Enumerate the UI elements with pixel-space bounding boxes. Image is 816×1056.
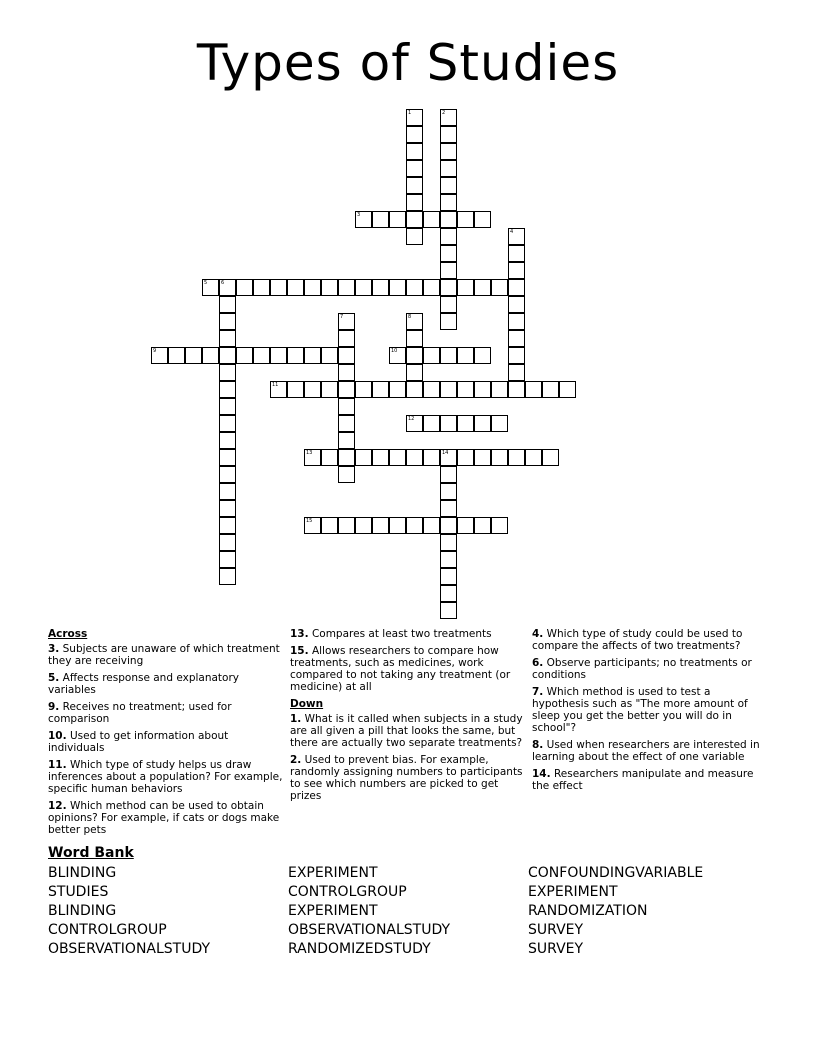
crossword-cell[interactable] — [457, 211, 474, 228]
crossword-cell[interactable] — [219, 279, 236, 296]
crossword-cell[interactable] — [270, 347, 287, 364]
clue-number: 5 — [204, 280, 208, 286]
crossword-cell[interactable] — [508, 313, 525, 330]
crossword-cell[interactable] — [219, 415, 236, 432]
crossword-cell[interactable] — [440, 602, 457, 619]
crossword-cell[interactable] — [508, 347, 525, 364]
clue-across-9: 9. Receives no treatment; used for comparison — [48, 701, 232, 725]
word-bank-item: OBSERVATIONALSTUDY — [288, 922, 451, 938]
crossword-cell[interactable] — [406, 517, 423, 534]
crossword-cell[interactable] — [406, 194, 423, 211]
crossword-cell[interactable] — [559, 381, 576, 398]
crossword-cell[interactable] — [423, 381, 440, 398]
crossword-cell[interactable] — [491, 415, 508, 432]
clue-down-7: 7. Which method is used to test a hypothesis such as "The more amount of sleep you get the better you will do in school"? — [532, 686, 748, 734]
crossword-cell[interactable] — [338, 279, 355, 296]
crossword-cell[interactable] — [219, 517, 236, 534]
crossword-cell[interactable] — [236, 347, 253, 364]
crossword-cell[interactable] — [389, 279, 406, 296]
crossword-cell[interactable] — [406, 211, 423, 228]
crossword-cell[interactable] — [508, 245, 525, 262]
crossword-cell[interactable] — [338, 398, 355, 415]
crossword-cell[interactable] — [355, 211, 372, 228]
crossword-cell[interactable] — [219, 568, 236, 585]
clue-number: 13 — [306, 450, 313, 456]
crossword-cell[interactable] — [440, 415, 457, 432]
page-title: Types of Studies — [196, 34, 620, 92]
crossword-cell[interactable] — [474, 347, 491, 364]
crossword-cell[interactable] — [457, 449, 474, 466]
clue-number: 8 — [408, 314, 412, 320]
crossword-cell[interactable] — [474, 517, 491, 534]
crossword-cell[interactable] — [440, 228, 457, 245]
crossword-cell[interactable] — [440, 177, 457, 194]
crossword-cell[interactable] — [440, 585, 457, 602]
crossword-cell[interactable] — [321, 449, 338, 466]
crossword-cell[interactable] — [491, 381, 508, 398]
crossword-cell[interactable] — [287, 347, 304, 364]
crossword-cell[interactable] — [287, 279, 304, 296]
crossword-cell[interactable] — [440, 381, 457, 398]
crossword-cell[interactable] — [355, 279, 372, 296]
crossword-cell[interactable] — [508, 330, 525, 347]
crossword-cell[interactable] — [219, 466, 236, 483]
crossword-cell[interactable] — [151, 347, 168, 364]
crossword-cell[interactable] — [440, 551, 457, 568]
crossword-cell[interactable] — [440, 500, 457, 517]
crossword-cell[interactable] — [440, 279, 457, 296]
crossword-cell[interactable] — [406, 347, 423, 364]
crossword-cell[interactable] — [372, 279, 389, 296]
clue-number: 12 — [408, 416, 415, 422]
crossword-cell[interactable] — [406, 177, 423, 194]
crossword-cell[interactable] — [440, 262, 457, 279]
crossword-cell[interactable] — [219, 398, 236, 415]
word-bank-item: CONFOUNDINGVARIABLE — [528, 865, 704, 881]
crossword-cell[interactable] — [219, 449, 236, 466]
crossword-cell[interactable] — [457, 347, 474, 364]
across-clues-column-1 — [48, 628, 284, 841]
crossword-cell[interactable] — [406, 126, 423, 143]
crossword-cell[interactable] — [474, 211, 491, 228]
word-bank-item: CONTROLGROUP — [288, 884, 407, 900]
crossword-cell[interactable] — [423, 211, 440, 228]
word-bank-item: EXPERIMENT — [288, 865, 378, 881]
clue-down-1: 1. What is it called when subjects in a study are all given a pill that looks the same, but there are actually two separate treatments? — [290, 713, 523, 749]
crossword-cell[interactable] — [338, 313, 355, 330]
crossword-cell[interactable] — [406, 228, 423, 245]
crossword-cell[interactable] — [185, 347, 202, 364]
clue-across-11: 11. Which type of study helps us draw inferences about a population? For example, specific human behaviors — [48, 759, 283, 795]
clue-down-14: 14. Researchers manipulate and measure the effect — [532, 768, 754, 792]
crossword-cell[interactable] — [389, 347, 406, 364]
crossword-cell[interactable] — [440, 143, 457, 160]
word-bank-heading: Word Bank — [48, 845, 134, 861]
crossword-cell[interactable] — [440, 160, 457, 177]
crossword-cell[interactable] — [355, 449, 372, 466]
crossword-cell[interactable] — [304, 347, 321, 364]
crossword-cell[interactable] — [406, 364, 423, 381]
crossword-cell[interactable] — [508, 262, 525, 279]
crossword-cell[interactable] — [219, 500, 236, 517]
crossword-cell[interactable] — [355, 517, 372, 534]
crossword-cell[interactable] — [474, 279, 491, 296]
crossword-cell[interactable] — [389, 517, 406, 534]
word-bank-column-3 — [528, 864, 703, 959]
crossword-cell[interactable] — [304, 279, 321, 296]
crossword-cell[interactable] — [406, 449, 423, 466]
crossword-cell[interactable] — [202, 279, 219, 296]
crossword-cell[interactable] — [440, 126, 457, 143]
clue-number: 14 — [442, 450, 449, 456]
crossword-cell[interactable] — [321, 381, 338, 398]
crossword-cell[interactable] — [372, 449, 389, 466]
crossword-cell[interactable] — [457, 415, 474, 432]
crossword-cell[interactable] — [219, 534, 236, 551]
crossword-cell[interactable] — [525, 381, 542, 398]
crossword-cell[interactable] — [406, 279, 423, 296]
crossword-cell[interactable] — [440, 194, 457, 211]
crossword-cell[interactable] — [372, 517, 389, 534]
crossword-cell[interactable] — [491, 517, 508, 534]
crossword-cell[interactable] — [440, 517, 457, 534]
crossword-cell[interactable] — [321, 517, 338, 534]
crossword-cell[interactable] — [406, 415, 423, 432]
clue-across-13: 13. Compares at least two treatments — [290, 628, 492, 640]
clue-number: 11 — [272, 382, 279, 388]
crossword-cell[interactable] — [219, 313, 236, 330]
crossword-cell[interactable] — [457, 279, 474, 296]
crossword-cell[interactable] — [508, 449, 525, 466]
crossword-cell[interactable] — [508, 228, 525, 245]
clue-number: 4 — [510, 229, 514, 235]
clue-across-5: 5. Affects response and explanatory variables — [48, 672, 240, 696]
crossword-cell[interactable] — [440, 109, 457, 126]
crossword-cell[interactable] — [338, 432, 355, 449]
crossword-cell[interactable] — [338, 330, 355, 347]
across-heading: Across — [48, 628, 88, 640]
crossword-cell[interactable] — [219, 330, 236, 347]
crossword-cell[interactable] — [423, 449, 440, 466]
crossword-cell[interactable] — [440, 313, 457, 330]
crossword-cell[interactable] — [508, 364, 525, 381]
word-bank-item: BLINDING — [48, 903, 117, 919]
crossword-cell[interactable] — [440, 534, 457, 551]
clue-across-15: 15. Allows researchers to compare how treatments, such as medicines, work compared to not taking any treatment (or medicine) at all — [290, 645, 511, 693]
crossword-cell[interactable] — [440, 568, 457, 585]
crossword-cell[interactable] — [253, 347, 270, 364]
word-bank-item: STUDIES — [48, 884, 109, 900]
crossword-cell[interactable] — [219, 347, 236, 364]
word-bank-column-2 — [288, 864, 450, 959]
crossword-cell[interactable] — [440, 245, 457, 262]
word-bank-item: SURVEY — [528, 922, 584, 938]
word-bank-item: EXPERIMENT — [528, 884, 618, 900]
crossword-cell[interactable] — [508, 381, 525, 398]
crossword-cell[interactable] — [457, 517, 474, 534]
crossword-cell[interactable] — [440, 347, 457, 364]
crossword-cell[interactable] — [474, 415, 491, 432]
crossword-cell[interactable] — [372, 211, 389, 228]
crossword-cell[interactable] — [321, 279, 338, 296]
crossword-cell[interactable] — [423, 279, 440, 296]
down-clues-column-3 — [532, 628, 768, 797]
crossword-cell[interactable] — [423, 347, 440, 364]
crossword-cell[interactable] — [338, 415, 355, 432]
crossword-cell[interactable] — [406, 330, 423, 347]
crossword-cell[interactable] — [219, 551, 236, 568]
crossword-cell[interactable] — [219, 483, 236, 500]
crossword-cell[interactable] — [389, 381, 406, 398]
crossword-cell[interactable] — [321, 347, 338, 364]
crossword-cell[interactable] — [219, 364, 236, 381]
word-bank-item: OBSERVATIONALSTUDY — [48, 941, 211, 957]
crossword-cell[interactable] — [372, 381, 389, 398]
crossword-cell[interactable] — [253, 279, 270, 296]
down-heading: Down — [290, 698, 324, 710]
clue-number: 1 — [408, 110, 412, 116]
clue-across-3: 3. Subjects are unaware of which treatment they are receiving — [48, 643, 280, 667]
crossword-cell[interactable] — [406, 160, 423, 177]
clue-number: 3 — [357, 212, 361, 218]
crossword-cell[interactable] — [338, 517, 355, 534]
crossword-cell[interactable] — [202, 347, 219, 364]
word-bank-item: EXPERIMENT — [288, 903, 378, 919]
clue-across-12: 12. Which method can be used to obtain opinions? For example, if cats or dogs make better pets — [48, 800, 280, 836]
crossword-cell[interactable] — [525, 449, 542, 466]
crossword-cell[interactable] — [508, 296, 525, 313]
crossword-cell[interactable] — [338, 466, 355, 483]
word-bank-column-1 — [48, 864, 210, 959]
clue-down-4: 4. Which type of study could be used to compare the affects of two treatments? — [532, 628, 743, 652]
crossword-cell[interactable] — [389, 449, 406, 466]
crossword-cell[interactable] — [338, 381, 355, 398]
crossword-cell[interactable] — [287, 381, 304, 398]
clue-number: 7 — [340, 314, 344, 320]
word-bank-item: RANDOMIZEDSTUDY — [288, 941, 431, 957]
crossword-cell[interactable] — [236, 279, 253, 296]
crossword-cell[interactable] — [304, 517, 321, 534]
crossword-cell[interactable] — [423, 415, 440, 432]
clue-down-2: 2. Used to prevent bias. For example, randomly assigning numbers to participants to see which numbers are picked to get prizes — [290, 754, 523, 802]
crossword-cell[interactable] — [304, 381, 321, 398]
crossword-cell[interactable] — [440, 296, 457, 313]
clue-number: 15 — [306, 518, 313, 524]
crossword-cell[interactable] — [491, 449, 508, 466]
crossword-cell[interactable] — [491, 279, 508, 296]
crossword-cell[interactable] — [440, 211, 457, 228]
crossword-cell[interactable] — [423, 517, 440, 534]
crossword-cell[interactable] — [219, 381, 236, 398]
crossword-cell[interactable] — [389, 211, 406, 228]
crossword-cell[interactable] — [304, 449, 321, 466]
word-bank-item: SURVEY — [528, 941, 584, 957]
crossword-cell[interactable] — [338, 364, 355, 381]
word-bank-item: CONTROLGROUP — [48, 922, 167, 938]
crossword-cell[interactable] — [474, 381, 491, 398]
crossword-cell[interactable] — [406, 143, 423, 160]
word-bank-item: RANDOMIZATION — [528, 903, 648, 919]
crossword-cell[interactable] — [355, 381, 372, 398]
crossword-cell[interactable] — [508, 279, 525, 296]
clue-number: 9 — [153, 348, 157, 354]
clue-down-6: 6. Observe participants; no treatments or conditions — [532, 657, 752, 681]
crossword-cell[interactable] — [219, 296, 236, 313]
clues-column-2 — [290, 628, 524, 807]
clue-number: 2 — [442, 110, 446, 116]
crossword-cell[interactable] — [406, 381, 423, 398]
crossword-cell[interactable] — [219, 432, 236, 449]
crossword-cell[interactable] — [440, 449, 457, 466]
crossword-cell[interactable] — [542, 449, 559, 466]
crossword-cell[interactable] — [270, 279, 287, 296]
crossword-cell[interactable] — [440, 483, 457, 500]
crossword-cell[interactable] — [338, 347, 355, 364]
crossword-cell[interactable] — [440, 466, 457, 483]
crossword-cell[interactable] — [457, 381, 474, 398]
clue-down-8: 8. Used when researchers are interested in learning about the effect of one variable — [532, 739, 760, 763]
crossword-cell[interactable] — [406, 109, 423, 126]
clue-number: 10 — [391, 348, 398, 354]
word-bank-item: BLINDING — [48, 865, 117, 881]
crossword-cell[interactable] — [542, 381, 559, 398]
crossword-cell[interactable] — [406, 313, 423, 330]
clue-number: 6 — [221, 280, 225, 286]
crossword-cell[interactable] — [168, 347, 185, 364]
crossword-cell[interactable] — [474, 449, 491, 466]
clue-across-10: 10. Used to get information about individuals — [48, 730, 229, 754]
crossword-cell[interactable] — [270, 381, 287, 398]
crossword-cell[interactable] — [338, 449, 355, 466]
